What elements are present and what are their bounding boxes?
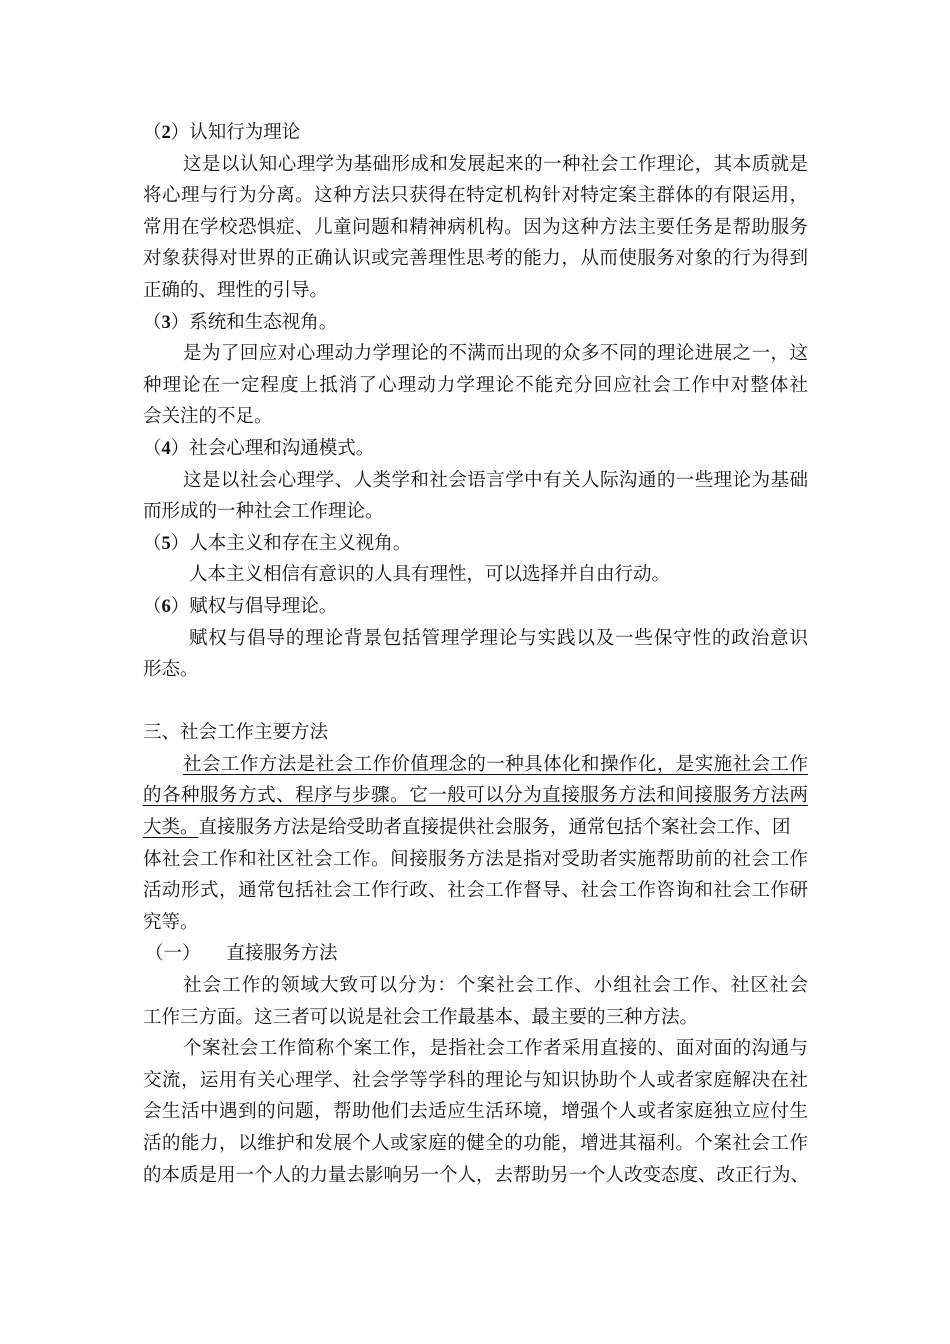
paragraph-line: 赋权与倡导的理论背景包括管理学理论与实践以及一些保守性的政治意识 [189,627,808,649]
paragraph-line: 究等。 [143,911,199,933]
paragraph-line: 是为了回应对心理动力学理论的不满而出现的众多不同的理论进展之一，这 [183,343,808,365]
section-title: 人本主义和存在主义视角。 [189,532,412,554]
paragraph-line: 人本主义相信有意识的人具有理性，可以选择并自由行动。 [189,564,671,586]
subsection-heading [143,938,808,970]
section-title: 系统和生态视角。 [189,311,338,333]
section-number: 4 [161,438,171,459]
section-heading-5: （5）人本主义和存在主义视角。 [143,532,412,554]
paragraph-line: 交流，运用有关心理学、社会学等学科的理论与知识协助个人或者家庭解决在社 [143,1069,808,1091]
paragraph-line: 活动形式，通常包括社会工作行政、社会工作督导、社会工作咨询和社会工作研 [143,880,808,902]
plain-text: 直接服务方法是给受助者直接提供社会服务，通常包括个案社会工作、团 [198,817,791,839]
paragraph-line: 的本质是用一个人的力量去影响另一个人，去帮助另一个人改变态度、改正行为、 [143,1164,810,1186]
paragraph-line: 社会工作的领域大致可以分为：个案社会工作、小组社会工作、社区社会 [183,975,808,997]
part-heading: 三、社会工作主要方法 [143,722,329,744]
paragraph-line: 而形成的一种社会工作理论。 [143,501,384,523]
section-title: 赋权与倡导理论。 [189,595,338,617]
section-heading-3: （3）系统和生态视角。 [143,311,338,333]
paragraph-line: 会关注的不足。 [143,406,273,428]
paragraph-line: 会生活中遇到的问题，帮助他们去适应生活环境，增强个人或者家庭独立应付生 [143,1101,808,1123]
paragraph-line: 对象获得对世界的正确认识或完善理性思考的能力，从而使服务对象的行为得到 [143,248,808,270]
paragraph-line: 种理论在一定程度上抵消了心理动力学理论不能充分回应社会工作中对整体社 [143,374,808,396]
paragraph-line: 正确的、理性的引导。 [143,279,329,301]
subsection-label: （一） [145,943,201,965]
section-title: 社会心理和沟通模式。 [189,437,375,459]
section-title: 认知行为理论 [189,122,301,143]
underlined-text: 的各种服务方式、程序与步骤。它一般可以分为直接服务方法和间接服务方法两 [143,785,808,807]
paragraph-line: 形态。 [143,659,199,681]
section-heading-2: （2）认知行为理论 [143,122,301,143]
underlined-text: 社会工作方法是社会工作价值理念的一种具体化和操作化，是实施社会工作 [183,753,808,775]
section-number: 5 [161,533,171,554]
document-body [143,117,808,1191]
underlined-text: 大类。 [143,817,199,839]
paragraph-line: 体社会工作和社区社会工作。间接服务方法是指对受助者实施帮助前的社会工作 [143,848,808,870]
paragraph-line [143,780,808,812]
section-number: 6 [161,596,171,617]
subsection-title: 直接服务方法 [226,943,338,965]
blank-line [143,686,808,718]
paragraph-line: 常用在学校恐惧症、儿童问题和精神病机构。因为这种方法主要任务是帮助服务 [143,216,808,238]
paragraph-line: 这是以社会心理学、人类学和社会语言学中有关人际沟通的一些理论为基础 [183,469,808,491]
paragraph-line: 将心理与行为分离。这种方法只获得在特定机构针对特定案主群体的有限运用， [143,185,808,207]
section-heading-6: （6）赋权与倡导理论。 [143,595,338,617]
paragraph-line: 个案社会工作简称个案工作，是指社会工作者采用直接的、面对面的沟通与 [183,1038,808,1060]
paragraph-line: 这是以认知心理学为基础形成和发展起来的一种社会工作理论，其本质就是 [183,153,808,175]
section-number: 2 [161,123,171,143]
section-number: 3 [161,312,171,333]
paragraph-line: 工作三方面。这三者可以说是社会工作最基本、最主要的三种方法。 [143,1006,699,1028]
paragraph-line [143,812,808,844]
paragraph-line: 活的能力，以维护和发展个人或家庭的健全的功能，增进其福利。个案社会工作 [143,1133,808,1154]
paragraph-line [143,749,808,781]
section-heading-4: （4）社会心理和沟通模式。 [143,437,375,459]
